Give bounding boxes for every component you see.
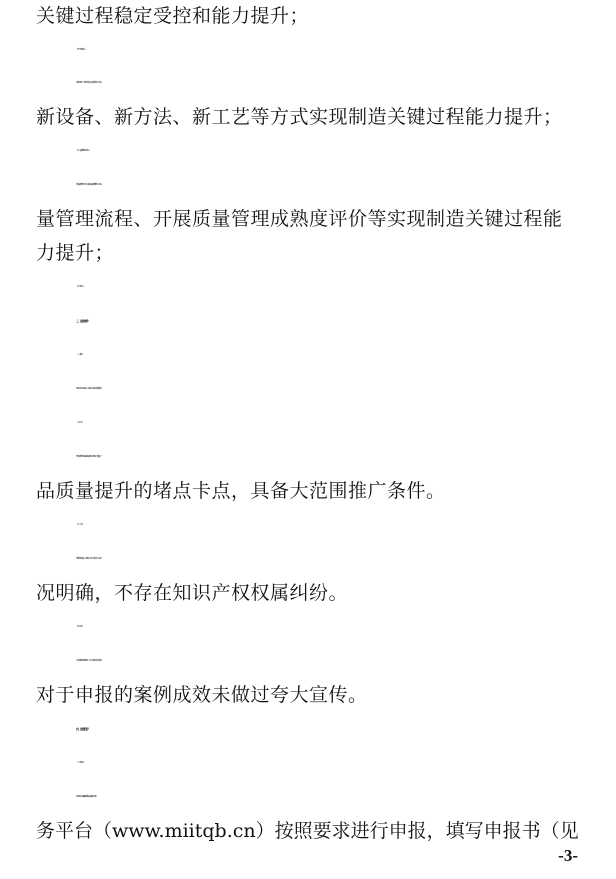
subsection-heading: （一）材料报送 xyxy=(76,762,84,764)
body-text-line: 案例所涉及的核心、关键技术应有自主知识产权，权益状 xyxy=(76,558,102,560)
body-text-line: 品质量提升的堵点卡点，具备大范围推广条件。 xyxy=(36,480,446,502)
body-text-line: 反映行业特点、代表行业发展方向的采用新材料、新技术、 xyxy=(76,82,103,84)
body-text-line: 案例应聚焦行业制造过程质量管控技术问题，打通重点产 xyxy=(76,456,102,458)
page-number: -3- xyxy=(558,846,578,865)
subsection-heading: （五）质量管理体系升级方向 xyxy=(76,150,90,152)
section-heading: 四、征集程序 xyxy=(76,727,89,731)
body-text-line: 关键过程稳定受控和能力提升； xyxy=(36,5,310,27)
body-text-line: 请各申报单位在 2022 年 9 月 15 日前通过质量品牌公共服 xyxy=(76,796,96,798)
subsection-heading: （六）其他方向。 xyxy=(76,286,85,288)
subsection-heading: （二）推广性 xyxy=(76,422,83,424)
subsection-heading: （一）成熟性 xyxy=(76,354,83,356)
body-text-line: 力提升； xyxy=(36,242,115,264)
section-heading: 三、征集条件 xyxy=(76,319,89,323)
subsection-heading: （四）公开性 xyxy=(76,626,83,628)
body-text-line: 新设备、新方法、新工艺等方式实现制造关键过程能力提升； xyxy=(36,106,563,128)
body-text-line: 务平台（www.miitqb.cn）按照要求进行申报，填写申报书（见 xyxy=(36,820,579,842)
body-text-line: 况明确，不存在知识产权权属纠纷。 xyxy=(36,582,349,604)
subsection-heading: （三）自主性 xyxy=(76,524,83,526)
body-text-line: 量管理流程、开展质量管理成熟度评价等实现制造关键过程能 xyxy=(36,208,563,230)
body-text-line: 在不涉及商业机密的情况下，企业应自愿向社会分享经验， xyxy=(76,660,103,662)
body-text-line: 对于申报的案例成效未做过夸大宣传。 xyxy=(36,684,368,706)
body-text-line: 案例应是已经实施完成，并已取得实质性成效的典型经验。 xyxy=(76,388,103,390)
body-text-line: 围绕质量管理七大原则，通过加强质量管理组织、优化质 xyxy=(76,184,102,186)
subsection-heading: （四）行业特色方向 xyxy=(76,49,86,51)
